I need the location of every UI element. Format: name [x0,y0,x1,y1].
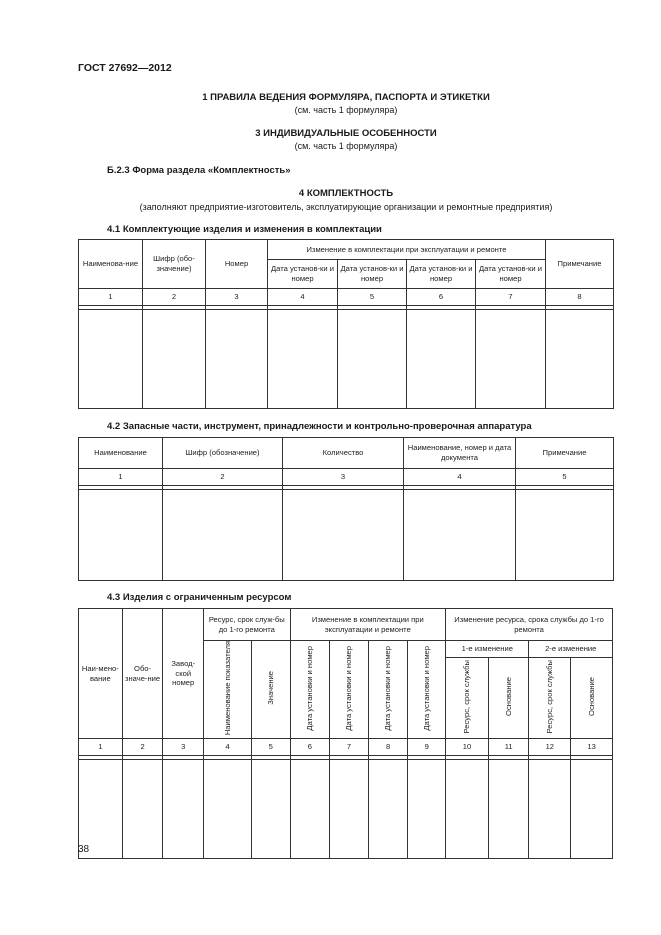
table-3-header-resource: Ресурс, срок служ-бы до 1-го ремонта [204,609,290,641]
table-1-col-number: 7 [476,289,546,306]
table-3-header-basis: Основание [586,677,596,716]
table-3-header-change-1: 1-е изменение [446,641,529,658]
table-3-col-number: 10 [446,739,489,756]
section-1-title: 1 ПРАВИЛА ВЕДЕНИЯ ФОРМУЛЯРА, ПАСПОРТА И ЭТИКЕТКИ [202,92,490,103]
table-3 [78,608,613,859]
table-3-header-indicator: Наименование показателя [222,641,232,736]
table-3-col-number: 8 [368,739,408,756]
table-3-col-number: 13 [571,739,613,756]
table-1-col-number: 8 [546,289,614,306]
table-3-empty-row [79,760,613,859]
table-1-header-name: Наименова-ние [79,240,143,289]
page-number: 38 [78,844,90,855]
table-2-header-doc: Наименование, номер и дата документа [404,438,516,469]
table-2-col-number: 3 [283,469,404,486]
table-3-header-date: Дата установки и номер [383,645,393,731]
table-3-col-number: 6 [290,739,330,756]
table-1-col-number: 2 [143,289,206,306]
table-3-header-resource-life: Ресурс, срок службы [462,659,472,734]
table-2-header-note: Примечание [516,438,614,469]
table-1-col-number: 3 [206,289,268,306]
table-1 [78,239,614,409]
table-3-col-number: 1 [79,739,123,756]
table-2-header-qty: Количество [283,438,404,469]
table-1-col-number: 6 [407,289,476,306]
table-2-title: 4.2 Запасные части, инструмент, принадлежности и контрольно-проверочная аппаратура [107,421,532,432]
section-3-subtitle: (см. часть 1 формуляра) [294,141,398,151]
table-3-header-date: Дата установки и номер [422,645,432,731]
table-3-header-date: Дата установки и номер [305,645,315,731]
table-3-header-resource-life: Ресурс, срок службы [545,659,555,734]
table-3-col-number: 5 [251,739,290,756]
table-1-empty-row [79,310,614,409]
table-1-header-note: Примечание [546,240,614,289]
table-3-header-factory: Завод-ской номер [163,609,204,739]
table-1-header-date: Дата установ-ки и номер [338,260,407,289]
table-3-col-number: 11 [488,739,529,756]
table-3-title: 4.3 Изделия с ограниченным ресурсом [107,592,292,603]
table-3-header-change-2: 2-е изменение [529,641,613,658]
table-2-empty-row [79,490,614,581]
table-3-header-code: Обо-значе-ние [122,609,163,739]
table-2 [78,437,614,581]
section-4-title: 4 КОМПЛЕКТНОСТЬ [298,188,394,199]
table-1-header-changes: Изменение в комплектации при эксплуатации и ремонте [268,240,546,260]
table-3-col-number: 4 [204,739,252,756]
table-1-header-date: Дата установ-ки и номер [407,260,476,289]
table-2-col-number: 5 [516,469,614,486]
table-1-header-date: Дата установ-ки и номер [476,260,546,289]
table-3-header-resource-change: Изменение ресурса, срока службы до 1-го ремонта [446,609,613,641]
table-3-header-date: Дата установки и номер [344,645,354,731]
table-3-header-changes: Изменение в комплектации при эксплуатации и ремонте [290,609,446,641]
section-3-title: 3 ИНДИВИДУАЛЬНЫЕ ОСОБЕННОСТИ [255,128,437,139]
table-1-header-date: Дата установ-ки и номер [268,260,338,289]
form-b23-heading: Б.2.3 Форма раздела «Комплектность» [107,165,291,176]
table-3-header-value: Значение [265,671,275,705]
table-2-header-code: Шифр (обозначение) [163,438,283,469]
table-3-col-number: 3 [163,739,204,756]
table-1-col-number: 4 [268,289,338,306]
standard-header: ГОСТ 27692—2012 [78,62,172,74]
table-2-col-number: 4 [404,469,516,486]
table-3-col-number: 9 [408,739,446,756]
table-2-col-number: 2 [163,469,283,486]
table-3-header-basis: Основание [503,677,513,716]
table-1-title: 4.1 Комплектующие изделия и изменения в комплектации [107,224,382,235]
table-1-col-number: 5 [338,289,407,306]
table-2-header-name: Наименование [79,438,163,469]
table-1-col-number: 1 [79,289,143,306]
table-2-col-number: 1 [79,469,163,486]
table-3-col-number: 7 [330,739,369,756]
table-3-header-name: Наи-мено-вание [79,609,123,739]
table-3-col-number: 12 [529,739,571,756]
table-3-col-number: 2 [122,739,163,756]
section-4-subtitle: (заполняют предприятие-изготовитель, эксплуатирующие организации и ремонтные предприятия) [139,202,553,212]
table-1-header-code: Шифр (обо-значение) [143,240,206,289]
table-1-header-number: Номер [206,240,268,289]
section-1-subtitle: (см. часть 1 формуляра) [294,105,398,115]
